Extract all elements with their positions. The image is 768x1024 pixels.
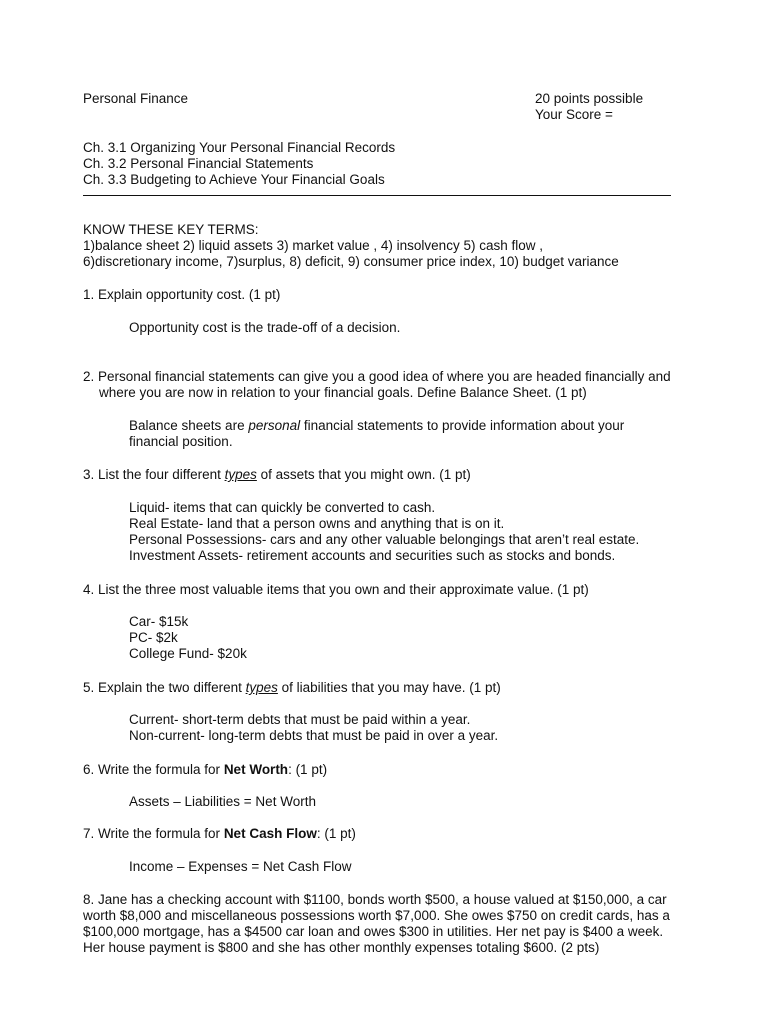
answer-7: Income – Expenses = Net Cash Flow [129, 859, 352, 874]
question-8-line: 8. Jane has a checking account with $1100, bonds worth $500, a house valued at $150,000, a car [83, 892, 667, 907]
points-possible: 20 points possible [535, 91, 644, 106]
question-7-text: : (1 pt) [316, 826, 356, 841]
answer-4-item: College Fund- $20k [129, 646, 247, 661]
question-6 [83, 762, 327, 778]
question-3 [83, 467, 471, 483]
question-3-text: 3. List the four different [83, 467, 225, 482]
question-7-term: Net Cash Flow [223, 826, 317, 841]
question-2: 2. Personal financial statements can give you a good idea of where you are headed financially and [83, 369, 671, 384]
question-5 [83, 680, 501, 696]
answer-3-item: Investment Assets- retirement accounts and securities such as stocks and bonds. [129, 548, 616, 563]
question-3-emphasis: types [224, 467, 257, 482]
answer-3-item: Real Estate- land that a person owns and anything that is on it. [129, 516, 505, 531]
question-6-text: : (1 pt) [288, 762, 328, 777]
answer-2-cont: financial position. [129, 434, 233, 449]
key-terms-line: 6)discretionary income, 7)surplus, 8) deficit, 9) consumer price index, 10) budget variance [83, 254, 619, 269]
chapter-line: Ch. 3.1 Organizing Your Personal Financial Records [83, 140, 396, 155]
answer-6: Assets – Liabilities = Net Worth [129, 794, 316, 809]
chapter-line: Ch. 3.3 Budgeting to Achieve Your Financial Goals [83, 172, 385, 187]
chapter-line: Ch. 3.2 Personal Financial Statements [83, 156, 314, 171]
question-8-line: $100,000 mortgage, has a $4500 car loan and owes $300 in utilities. Her net pay is $400 a week. [83, 924, 664, 939]
question-8-line: Her house payment is $800 and she has other monthly expenses totaling $600. (2 pts) [83, 940, 600, 955]
question-8-line: worth $8,000 and miscellaneous possessions worth $7,000. She owes $750 on credit cards, has a [83, 908, 670, 923]
question-7 [83, 826, 356, 842]
answer-4-item: Car- $15k [129, 614, 189, 629]
question-6-term: Net Worth [223, 762, 289, 777]
horizontal-rule [83, 195, 671, 196]
question-5-text: 5. Explain the two different [83, 680, 246, 695]
answer-4-item: PC- $2k [129, 630, 178, 645]
answer-2-emphasis: personal [248, 418, 301, 433]
question-6-text: 6. Write the formula for [83, 762, 224, 777]
your-score: Your Score = [535, 107, 613, 122]
question-4: 4. List the three most valuable items that you own and their approximate value. (1 pt) [83, 582, 589, 597]
answer-5-item: Non-current- long-term debts that must be paid in over a year. [129, 728, 499, 743]
question-5-text: of liabilities that you may have. (1 pt) [277, 680, 501, 695]
answer-5-item: Current- short-term debts that must be paid within a year. [129, 712, 471, 727]
question-1: 1. Explain opportunity cost. (1 pt) [83, 287, 281, 302]
question-3-text: of assets that you might own. (1 pt) [256, 467, 471, 482]
question-2-cont: where you are now in relation to your financial goals. Define Balance Sheet. (1 pt) [99, 385, 587, 400]
answer-2-text: Balance sheets are [129, 418, 249, 433]
question-5-emphasis: types [245, 680, 278, 695]
key-terms-line: 1)balance sheet 2) liquid assets 3) market value , 4) insolvency 5) cash flow , [83, 238, 543, 253]
answer-3-item: Liquid- items that can quickly be converted to cash. [129, 500, 436, 515]
answer-2 [129, 418, 624, 434]
answer-1: Opportunity cost is the trade-off of a decision. [129, 320, 401, 335]
answer-3-item: Personal Possessions- cars and any other valuable belongings that aren’t real estate. [129, 532, 640, 547]
key-terms-heading: KNOW THESE KEY TERMS: [83, 222, 259, 237]
question-7-text: 7. Write the formula for [83, 826, 224, 841]
course-title: Personal Finance [83, 91, 189, 106]
answer-2-text: financial statements to provide information about your [300, 418, 625, 433]
